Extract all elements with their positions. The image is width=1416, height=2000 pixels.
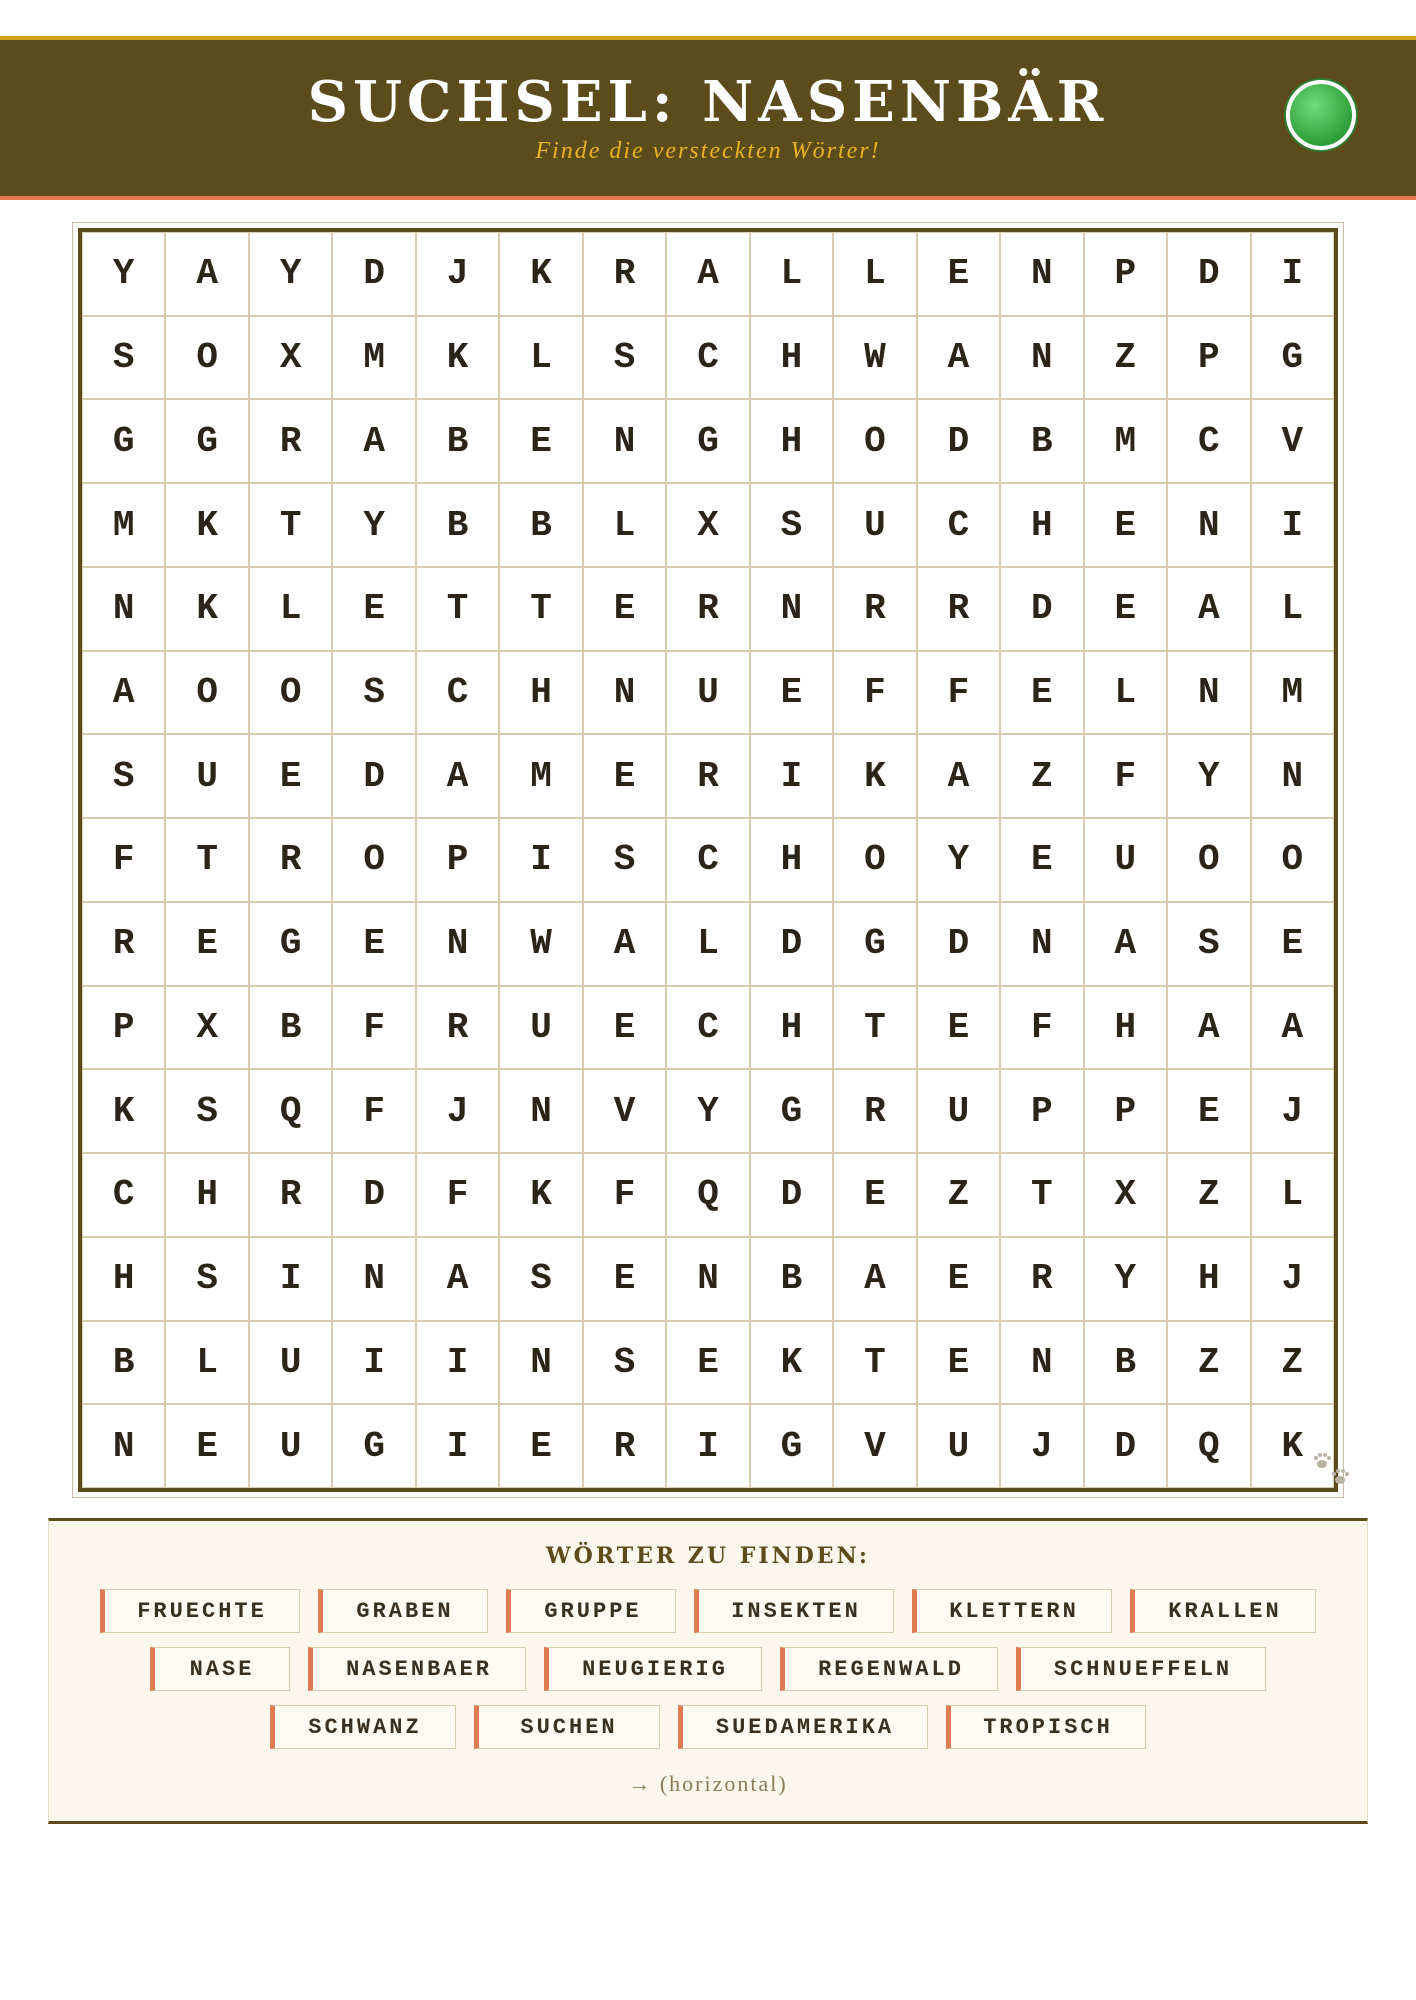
- word-chip: SUEDAMERIKA: [678, 1705, 928, 1749]
- grid-cell[interactable]: A: [416, 1237, 499, 1321]
- grid-cell[interactable]: A: [1167, 986, 1250, 1070]
- grid-cell[interactable]: F: [833, 651, 916, 735]
- word-chip: TROPISCH: [946, 1705, 1146, 1749]
- grid-cell[interactable]: O: [165, 651, 248, 735]
- grid-cell[interactable]: E: [917, 1237, 1000, 1321]
- grid-cell[interactable]: D: [1000, 567, 1083, 651]
- grid-cell[interactable]: S: [750, 483, 833, 567]
- grid-cell[interactable]: J: [416, 232, 499, 316]
- grid-cell[interactable]: T: [416, 567, 499, 651]
- grid-cell[interactable]: Y: [917, 818, 1000, 902]
- grid-cell[interactable]: Z: [1167, 1321, 1250, 1405]
- grid-cell[interactable]: L: [1084, 651, 1167, 735]
- grid-cell[interactable]: A: [165, 232, 248, 316]
- grid-cell[interactable]: E: [332, 567, 415, 651]
- grid-cell[interactable]: E: [1000, 651, 1083, 735]
- grid-cell[interactable]: M: [332, 316, 415, 400]
- grid-cell[interactable]: Q: [249, 1069, 332, 1153]
- grid-cell[interactable]: A: [1084, 902, 1167, 986]
- direction-hint: → (horizontal): [628, 1771, 788, 1796]
- word-chip: GRUPPE: [506, 1589, 676, 1633]
- grid-cell[interactable]: R: [249, 399, 332, 483]
- grid-cell[interactable]: I: [416, 1321, 499, 1405]
- word-row: [49, 1705, 1367, 1749]
- grid-cell[interactable]: E: [1084, 567, 1167, 651]
- grid-cell[interactable]: L: [666, 902, 749, 986]
- grid-cell[interactable]: N: [416, 902, 499, 986]
- grid-cell[interactable]: L: [1251, 1153, 1334, 1237]
- grid-cell[interactable]: Y: [1084, 1237, 1167, 1321]
- grid-cell[interactable]: L: [583, 483, 666, 567]
- grid-cell[interactable]: S: [583, 1321, 666, 1405]
- grid-cell[interactable]: F: [82, 818, 165, 902]
- grid-cell[interactable]: A: [416, 734, 499, 818]
- grid-cell[interactable]: S: [1167, 902, 1250, 986]
- grid-cell[interactable]: P: [1000, 1069, 1083, 1153]
- word-list-title: WÖRTER ZU FINDEN:: [545, 1543, 871, 1569]
- grid-cell[interactable]: F: [332, 1069, 415, 1153]
- grid-cell[interactable]: X: [1084, 1153, 1167, 1237]
- grid-cell[interactable]: R: [666, 567, 749, 651]
- grid-cell[interactable]: L: [249, 567, 332, 651]
- grid-cell[interactable]: O: [332, 818, 415, 902]
- grid-cell[interactable]: E: [1084, 483, 1167, 567]
- grid-cell[interactable]: H: [750, 818, 833, 902]
- word-chip: GRABEN: [318, 1589, 488, 1633]
- grid-cell[interactable]: H: [750, 316, 833, 400]
- grid-cell[interactable]: G: [82, 399, 165, 483]
- grid-cell[interactable]: F: [416, 1153, 499, 1237]
- grid-cell[interactable]: I: [666, 1404, 749, 1488]
- grid-cell[interactable]: L: [750, 232, 833, 316]
- grid-cell[interactable]: I: [1251, 483, 1334, 567]
- grid-cell[interactable]: N: [583, 651, 666, 735]
- grid-cell[interactable]: R: [833, 1069, 916, 1153]
- title-banner: [0, 36, 1416, 200]
- grid-cell[interactable]: A: [332, 399, 415, 483]
- grid-cell[interactable]: R: [416, 986, 499, 1070]
- grid-cell[interactable]: U: [917, 1404, 1000, 1488]
- grid-cell[interactable]: E: [583, 986, 666, 1070]
- word-chip: SCHNUEFFELN: [1016, 1647, 1266, 1691]
- grid-cell[interactable]: N: [1251, 734, 1334, 818]
- grid-cell[interactable]: E: [666, 1321, 749, 1405]
- grid-cell[interactable]: O: [833, 399, 916, 483]
- grid-cell[interactable]: V: [583, 1069, 666, 1153]
- grid-cell[interactable]: K: [416, 316, 499, 400]
- grid-cell[interactable]: H: [165, 1153, 248, 1237]
- grid-cell[interactable]: K: [499, 1153, 582, 1237]
- grid-cell[interactable]: B: [82, 1321, 165, 1405]
- grid-cell[interactable]: E: [917, 986, 1000, 1070]
- grid-cell[interactable]: R: [583, 232, 666, 316]
- page-title: SUCHSEL: NASENBÄR: [307, 69, 1109, 135]
- grid-cell[interactable]: Y: [249, 232, 332, 316]
- grid-cell[interactable]: T: [1000, 1153, 1083, 1237]
- grid-cell[interactable]: B: [416, 483, 499, 567]
- grid-cell[interactable]: O: [1167, 818, 1250, 902]
- page-subtitle: Finde die versteckten Wörter!: [535, 138, 881, 164]
- grid-cell[interactable]: E: [583, 1237, 666, 1321]
- grid-cell[interactable]: S: [583, 316, 666, 400]
- letter-grid: [82, 232, 1334, 1488]
- grid-cell[interactable]: S: [499, 1237, 582, 1321]
- green-circle-icon: [1286, 80, 1356, 150]
- grid-cell[interactable]: C: [416, 651, 499, 735]
- grid-cell[interactable]: K: [165, 483, 248, 567]
- grid-cell[interactable]: X: [165, 986, 248, 1070]
- grid-cell[interactable]: P: [1084, 232, 1167, 316]
- grid-cell[interactable]: N: [1000, 1321, 1083, 1405]
- grid-cell[interactable]: E: [583, 734, 666, 818]
- grid-cell[interactable]: S: [82, 734, 165, 818]
- grid-cell[interactable]: P: [82, 986, 165, 1070]
- grid-cell[interactable]: Z: [1084, 316, 1167, 400]
- grid-cell[interactable]: D: [332, 232, 415, 316]
- grid-cell[interactable]: K: [499, 232, 582, 316]
- grid-cell[interactable]: B: [499, 483, 582, 567]
- paw-prints-icon: [1312, 1450, 1352, 1490]
- grid-cell[interactable]: E: [917, 1321, 1000, 1405]
- grid-cell[interactable]: U: [499, 986, 582, 1070]
- grid-cell[interactable]: C: [1167, 399, 1250, 483]
- grid-cell[interactable]: V: [833, 1404, 916, 1488]
- grid-cell[interactable]: C: [666, 986, 749, 1070]
- grid-cell[interactable]: I: [750, 734, 833, 818]
- grid-cell[interactable]: T: [499, 567, 582, 651]
- grid-cell[interactable]: H: [82, 1237, 165, 1321]
- grid-cell[interactable]: R: [917, 567, 1000, 651]
- grid-cell[interactable]: E: [332, 902, 415, 986]
- grid-cell[interactable]: F: [917, 651, 1000, 735]
- grid-cell[interactable]: F: [1084, 734, 1167, 818]
- grid-cell[interactable]: H: [1084, 986, 1167, 1070]
- grid-cell[interactable]: R: [666, 734, 749, 818]
- grid-cell[interactable]: N: [332, 1237, 415, 1321]
- grid-cell[interactable]: I: [332, 1321, 415, 1405]
- grid-cell[interactable]: J: [1251, 1069, 1334, 1153]
- grid-cell[interactable]: N: [1000, 232, 1083, 316]
- grid-cell[interactable]: N: [750, 567, 833, 651]
- grid-cell[interactable]: M: [1084, 399, 1167, 483]
- grid-cell[interactable]: S: [82, 316, 165, 400]
- grid-cell[interactable]: Y: [82, 232, 165, 316]
- grid-cell[interactable]: D: [1167, 232, 1250, 316]
- grid-cell[interactable]: V: [1251, 399, 1334, 483]
- grid-cell[interactable]: S: [165, 1069, 248, 1153]
- grid-cell[interactable]: Y: [1167, 734, 1250, 818]
- grid-cell[interactable]: E: [249, 734, 332, 818]
- grid-cell[interactable]: W: [499, 902, 582, 986]
- word-chip: SCHWANZ: [270, 1705, 456, 1749]
- grid-cell[interactable]: B: [249, 986, 332, 1070]
- grid-cell[interactable]: A: [666, 232, 749, 316]
- grid-cell[interactable]: Z: [1000, 734, 1083, 818]
- grid-cell[interactable]: L: [1251, 567, 1334, 651]
- grid-cell[interactable]: D: [1084, 1404, 1167, 1488]
- grid-cell[interactable]: G: [165, 399, 248, 483]
- grid-cell[interactable]: Z: [917, 1153, 1000, 1237]
- grid-cell[interactable]: U: [249, 1321, 332, 1405]
- word-chip: KRALLEN: [1130, 1589, 1316, 1633]
- grid-cell[interactable]: U: [917, 1069, 1000, 1153]
- grid-cell[interactable]: D: [332, 1153, 415, 1237]
- grid-cell[interactable]: K: [1251, 1404, 1334, 1488]
- grid-cell[interactable]: E: [499, 399, 582, 483]
- grid-cell[interactable]: O: [833, 818, 916, 902]
- grid-cell[interactable]: E: [165, 902, 248, 986]
- grid-cell[interactable]: G: [666, 399, 749, 483]
- grid-cell[interactable]: K: [82, 1069, 165, 1153]
- grid-cell[interactable]: P: [1084, 1069, 1167, 1153]
- word-list-panel: [48, 1518, 1368, 1824]
- grid-cell[interactable]: N: [583, 399, 666, 483]
- grid-cell[interactable]: N: [1000, 316, 1083, 400]
- grid-cell[interactable]: Q: [1167, 1404, 1250, 1488]
- grid-cell[interactable]: P: [416, 818, 499, 902]
- grid-cell[interactable]: O: [165, 316, 248, 400]
- grid-cell[interactable]: M: [82, 483, 165, 567]
- grid-cell[interactable]: U: [1084, 818, 1167, 902]
- grid-cell[interactable]: G: [1251, 316, 1334, 400]
- word-chip: NASENBAER: [308, 1647, 526, 1691]
- grid-cell[interactable]: E: [1167, 1069, 1250, 1153]
- grid-cell[interactable]: E: [750, 651, 833, 735]
- grid-cell[interactable]: S: [583, 818, 666, 902]
- grid-cell[interactable]: K: [165, 567, 248, 651]
- grid-cell[interactable]: N: [499, 1069, 582, 1153]
- grid-cell[interactable]: B: [416, 399, 499, 483]
- grid-cell[interactable]: K: [833, 734, 916, 818]
- grid-cell[interactable]: C: [666, 316, 749, 400]
- grid-cell[interactable]: G: [833, 902, 916, 986]
- word-row: [49, 1589, 1367, 1633]
- grid-cell[interactable]: N: [1000, 902, 1083, 986]
- grid-cell[interactable]: I: [499, 818, 582, 902]
- grid-cell[interactable]: H: [750, 986, 833, 1070]
- grid-cell[interactable]: K: [750, 1321, 833, 1405]
- grid-cell[interactable]: G: [249, 902, 332, 986]
- grid-cell[interactable]: C: [82, 1153, 165, 1237]
- grid-cell[interactable]: I: [1251, 232, 1334, 316]
- grid-cell[interactable]: E: [1251, 902, 1334, 986]
- grid-cell[interactable]: W: [833, 316, 916, 400]
- grid-cell[interactable]: E: [499, 1404, 582, 1488]
- word-chip: NEUGIERIG: [544, 1647, 762, 1691]
- grid-cell[interactable]: N: [82, 567, 165, 651]
- grid-cell[interactable]: D: [917, 902, 1000, 986]
- grid-cell[interactable]: R: [249, 1153, 332, 1237]
- grid-cell[interactable]: B: [1000, 399, 1083, 483]
- grid-cell[interactable]: G: [332, 1404, 415, 1488]
- grid-cell[interactable]: I: [416, 1404, 499, 1488]
- grid-cell[interactable]: G: [750, 1069, 833, 1153]
- grid-cell[interactable]: N: [1167, 483, 1250, 567]
- grid-cell[interactable]: J: [416, 1069, 499, 1153]
- grid-cell[interactable]: R: [82, 902, 165, 986]
- grid-cell[interactable]: A: [1251, 986, 1334, 1070]
- grid-cell[interactable]: A: [917, 734, 1000, 818]
- grid-cell[interactable]: U: [165, 734, 248, 818]
- word-chip: KLETTERN: [912, 1589, 1112, 1633]
- grid-cell[interactable]: E: [165, 1404, 248, 1488]
- grid-cell[interactable]: A: [583, 902, 666, 986]
- grid-cell[interactable]: G: [750, 1404, 833, 1488]
- grid-cell[interactable]: X: [666, 483, 749, 567]
- grid-cell[interactable]: Y: [666, 1069, 749, 1153]
- grid-cell[interactable]: J: [1251, 1237, 1334, 1321]
- grid-cell[interactable]: I: [249, 1237, 332, 1321]
- grid-cell[interactable]: N: [666, 1237, 749, 1321]
- grid-cell[interactable]: Y: [332, 483, 415, 567]
- word-chip: FRUECHTE: [100, 1589, 300, 1633]
- grid-cell[interactable]: Q: [666, 1153, 749, 1237]
- grid-cell[interactable]: L: [833, 232, 916, 316]
- grid-cell[interactable]: C: [917, 483, 1000, 567]
- word-chip: NASE: [150, 1647, 290, 1691]
- grid-cell[interactable]: F: [332, 986, 415, 1070]
- grid-cell[interactable]: Z: [1167, 1153, 1250, 1237]
- grid-cell[interactable]: F: [1000, 986, 1083, 1070]
- grid-cell[interactable]: X: [249, 316, 332, 400]
- word-chip: SUCHEN: [474, 1705, 660, 1749]
- grid-cell[interactable]: A: [833, 1237, 916, 1321]
- grid-cell[interactable]: M: [1251, 651, 1334, 735]
- grid-cell[interactable]: O: [1251, 818, 1334, 902]
- word-chip: REGENWALD: [780, 1647, 998, 1691]
- grid-cell[interactable]: N: [1167, 651, 1250, 735]
- grid-cell[interactable]: E: [833, 1153, 916, 1237]
- word-chip: INSEKTEN: [694, 1589, 894, 1633]
- grid-cell[interactable]: U: [833, 483, 916, 567]
- grid-cell[interactable]: H: [1167, 1237, 1250, 1321]
- grid-cell[interactable]: L: [165, 1321, 248, 1405]
- grid-cell[interactable]: P: [1167, 316, 1250, 400]
- grid-cell[interactable]: S: [332, 651, 415, 735]
- grid-cell[interactable]: R: [583, 1404, 666, 1488]
- grid-cell[interactable]: D: [750, 902, 833, 986]
- grid-cell[interactable]: B: [1084, 1321, 1167, 1405]
- grid-cell[interactable]: H: [499, 651, 582, 735]
- grid-cell[interactable]: O: [249, 651, 332, 735]
- grid-cell[interactable]: R: [1000, 1237, 1083, 1321]
- grid-cell[interactable]: H: [1000, 483, 1083, 567]
- grid-cell[interactable]: N: [499, 1321, 582, 1405]
- grid-cell[interactable]: R: [249, 818, 332, 902]
- grid-cell[interactable]: F: [583, 1153, 666, 1237]
- grid-cell[interactable]: L: [499, 316, 582, 400]
- grid-cell[interactable]: T: [833, 1321, 916, 1405]
- grid-cell[interactable]: E: [583, 567, 666, 651]
- grid-cell[interactable]: B: [750, 1237, 833, 1321]
- grid-cell[interactable]: T: [833, 986, 916, 1070]
- grid-cell[interactable]: M: [499, 734, 582, 818]
- grid-cell[interactable]: S: [165, 1237, 248, 1321]
- grid-cell[interactable]: Z: [1251, 1321, 1334, 1405]
- grid-cell[interactable]: A: [1167, 567, 1250, 651]
- grid-cell[interactable]: H: [750, 399, 833, 483]
- grid-cell[interactable]: U: [666, 651, 749, 735]
- grid-cell[interactable]: D: [917, 399, 1000, 483]
- grid-cell[interactable]: E: [1000, 818, 1083, 902]
- grid-cell[interactable]: J: [1000, 1404, 1083, 1488]
- grid-cell[interactable]: T: [249, 483, 332, 567]
- grid-cell[interactable]: D: [750, 1153, 833, 1237]
- grid-cell[interactable]: C: [666, 818, 749, 902]
- grid-cell[interactable]: R: [833, 567, 916, 651]
- grid-cell[interactable]: N: [82, 1404, 165, 1488]
- grid-cell[interactable]: E: [917, 232, 1000, 316]
- grid-cell[interactable]: U: [249, 1404, 332, 1488]
- grid-cell[interactable]: A: [917, 316, 1000, 400]
- grid-cell[interactable]: T: [165, 818, 248, 902]
- grid-cell[interactable]: A: [82, 651, 165, 735]
- grid-cell[interactable]: D: [332, 734, 415, 818]
- word-row: [49, 1647, 1367, 1691]
